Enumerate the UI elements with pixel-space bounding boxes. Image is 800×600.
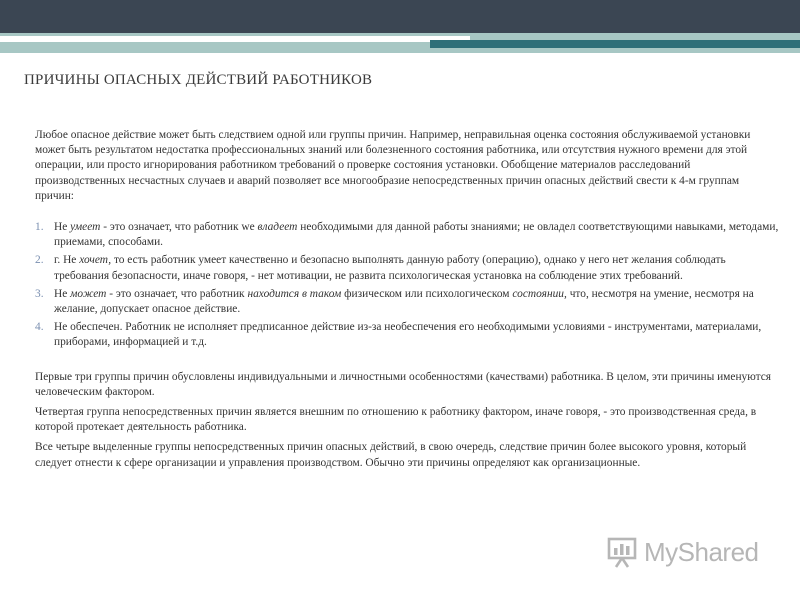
list-emphasis: состоянии, — [512, 287, 567, 300]
list-emphasis: может — [70, 287, 107, 300]
causes-list — [35, 220, 780, 351]
list-text: физическом или психологическом — [341, 287, 513, 300]
list-emphasis: владеет — [257, 221, 298, 234]
list-item — [35, 320, 780, 350]
list-text: необходимыми для данной работы знаниями; не овладел соответствующими навыками, методами, приемами, способами. — [54, 221, 779, 249]
slide-title: ПРИЧИНЫ ОПАСНЫХ ДЕЙСТВИЙ РАБОТНИКОВ — [24, 72, 373, 88]
list-number: 4. — [35, 321, 44, 334]
list-number: 2. — [35, 254, 44, 267]
list-text: Не — [54, 287, 71, 300]
list-text: что, несмотря на умение, несмотря на желание, допускает опасное действие. — [54, 287, 754, 316]
list-text: - это означает, что работник — [106, 287, 248, 300]
list-text: - это означает, что работник we — [100, 221, 258, 234]
header-white-stripe — [0, 36, 470, 42]
presentation-board-icon — [606, 535, 640, 569]
list-number: 1. — [35, 221, 44, 234]
list-item — [35, 253, 780, 283]
paragraph-human-factor: Первые три группы причин обусловлены индивидуальными и личностными особенностями (качествами) работника. В целом, эти причины именуются человеческим фактором. — [35, 370, 772, 398]
list-text: то есть работник умеет качественно и безопасно выполнять данную работу (операцию), однако у него нет желания соблюдать требования безопасности, иначе говоря, - нет мотивации, не развита психологическая установка на соблюдение этих требований. — [54, 254, 726, 282]
slide-content — [35, 128, 780, 476]
list-item — [35, 220, 780, 250]
list-emphasis: находится в таком — [247, 287, 342, 300]
myshared-watermark — [606, 532, 766, 572]
header-dark-stripe — [430, 40, 800, 48]
spacer — [35, 354, 780, 370]
list-text: г. Не — [54, 254, 80, 267]
paragraph-organizational: Все четыре выделенные группы непосредственных причин опасных действий, в свою очередь, следствие причин более высокого уровня, который следует отнести к сфере организации и управления производством. Обычно эти причины определяют как организационные. — [35, 441, 747, 469]
intro-paragraph: Любое опасное действие может быть следствием одной или группы причин. Например, неправильная оценка состояния обслуживаемой установки может быть результатом недостатка профессиональных знаний или болезненного состояния работника, или отсутствия нужного времени для этой операции, или просто игнорирования работником требований о проверке состояния установки. Обобщение материалов расследований производственных несчастных случаев и аварий позволяет все многообразие непосредственных причин опасных действий свести к 4-м группам причин: — [35, 129, 751, 202]
list-text: Не — [54, 221, 71, 234]
header-bar — [0, 0, 800, 33]
list-item — [35, 287, 780, 317]
list-emphasis: умеет — [70, 221, 101, 234]
list-text: Не обеспечен. Работник не исполняет предписанное действие из-за необеспечения его необходимыми условиями - инструментами, материалами, приборами, информацией и т.д. — [54, 321, 762, 349]
paragraph-environment: Четвертая группа непосредственных причин является внешним по отношению к работнику фактором, иначе говоря, - это производственная среда, в которой протекает деятельность работника. — [35, 406, 757, 434]
list-emphasis: хочет, — [79, 254, 112, 267]
watermark-text: MyShared — [644, 536, 759, 567]
list-number: 3. — [35, 287, 44, 300]
